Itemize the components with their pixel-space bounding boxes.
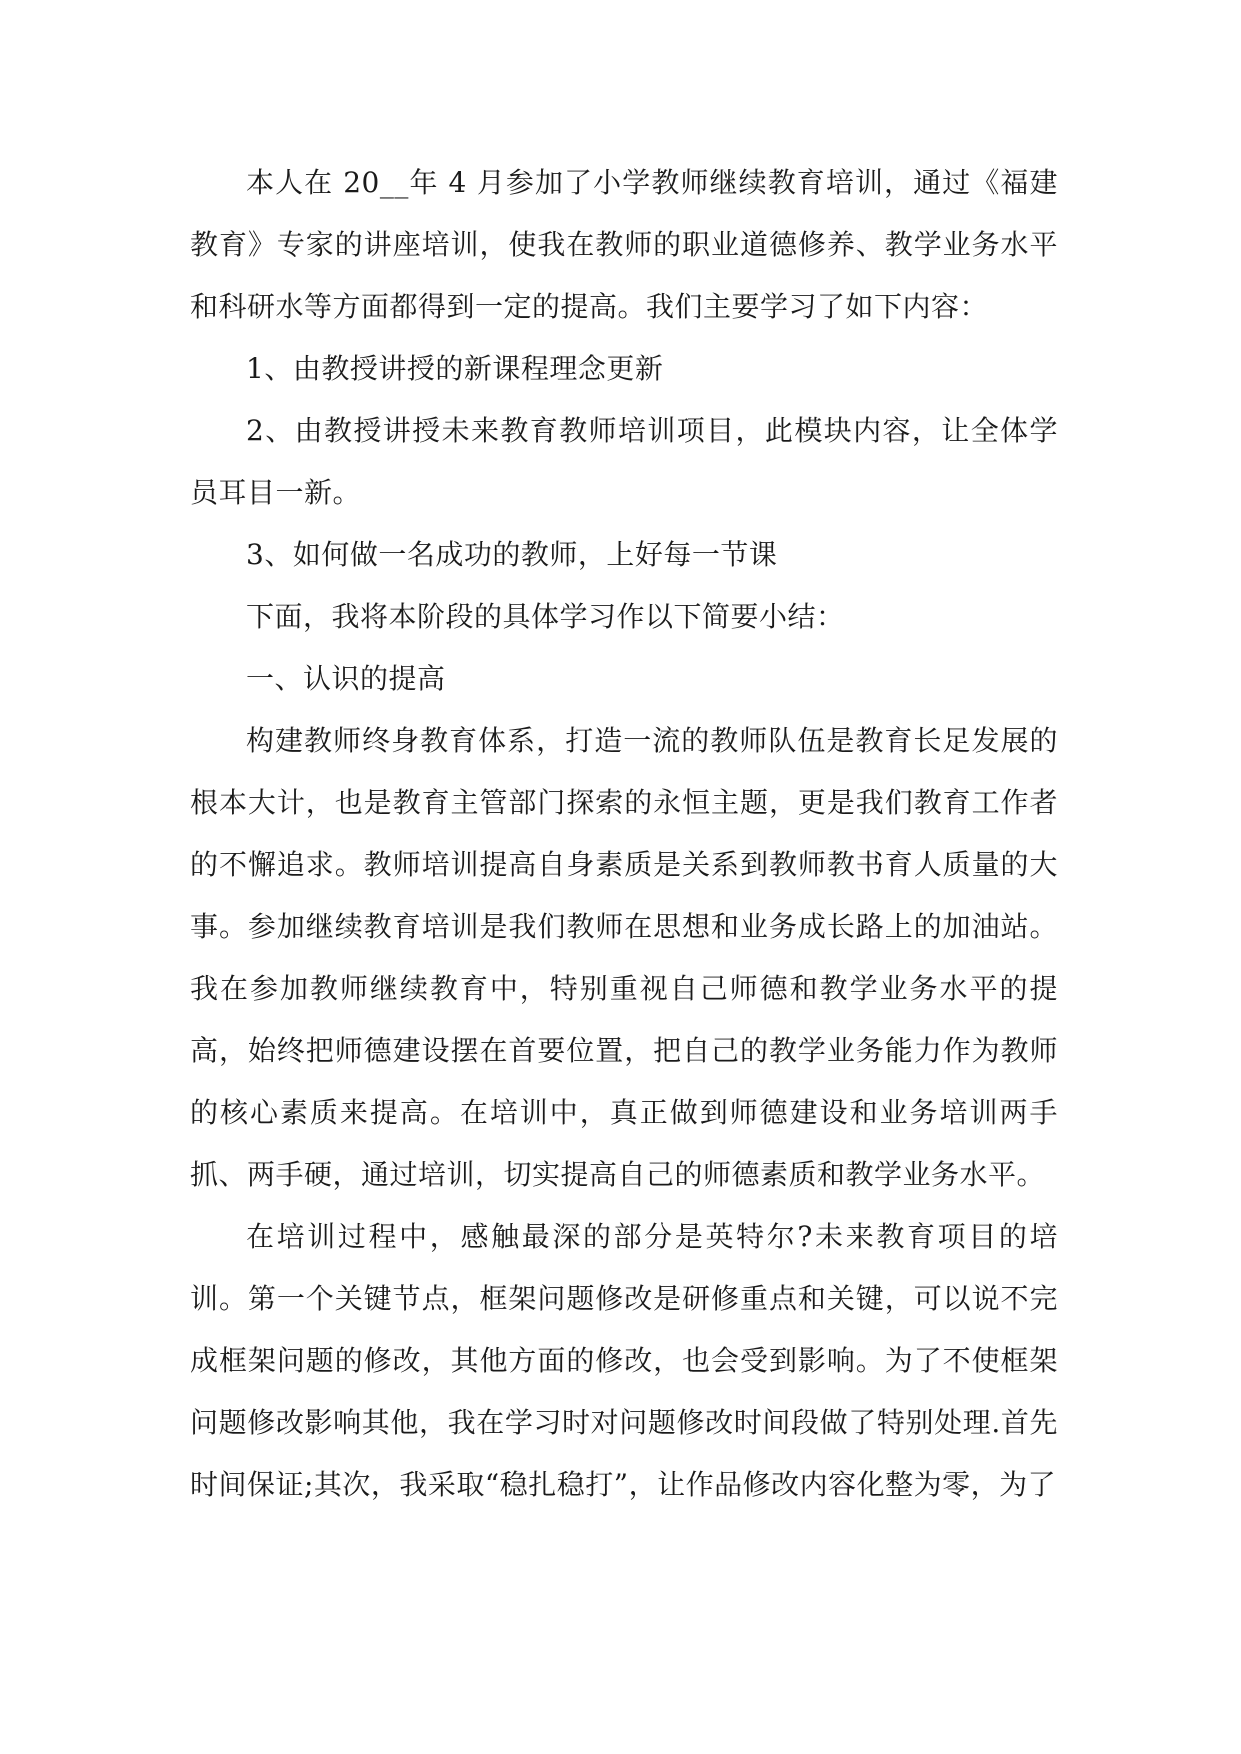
list-item-1: 1、由教授讲授的新课程理念更新	[246, 352, 664, 385]
list-item-2: 2、由教授讲授未来教育教师培训项目，此模块内容，让全体学员耳目一新。	[190, 414, 1058, 509]
summary-lead: 下面，我将本阶段的具体学习作以下简要小结：	[246, 600, 845, 633]
list-item-3: 3、如何做一名成功的教师，上好每一节课	[246, 538, 778, 571]
section-heading: 一、认识的提高	[246, 662, 446, 695]
paragraph-body-1: 构建教师终身教育体系，打造一流的教师队伍是教育长足发展的根本大计，也是教育主管部门探索的永恒主题，更是我们教育工作者的不懈追求。教师培训提高自身素质是关系到教师教书育人质量的大事。参加继续教育培训是我们教师在思想和业务成长路上的加油站。我在参加教师继续教育中，特别重视自己师德和教学业务水平的提高，始终把师德建设摆在首要位置，把自己的教学业务能力作为教师的核心素质来提高。在培训中，真正做到师德建设和业务培训两手抓、两手硬，通过培训，切实提高自己的师德素质和教学业务水平。	[190, 724, 1058, 1191]
paragraph-body-2: 在培训过程中，感触最深的部分是英特尔?未来教育项目的培训。第一个关键节点，框架问题修改是研修重点和关键，可以说不完成框架问题的修改，其他方面的修改，也会受到影响。为了不使框架问题修改影响其他，我在学习时对问题修改时间段做了特别处理.首先时间保证;其次，我采取“稳扎稳打”，让作品修改内容化整为零，为了	[190, 1220, 1058, 1501]
document-body	[190, 152, 1058, 1516]
paragraph-intro: 本人在 20__年 4 月参加了小学教师继续教育培训，通过《福建教育》专家的讲座培训，使我在教师的职业道德修养、教学业务水平和科研水等方面都得到一定的提高。我们主要学习了如下内容：	[190, 166, 1058, 323]
